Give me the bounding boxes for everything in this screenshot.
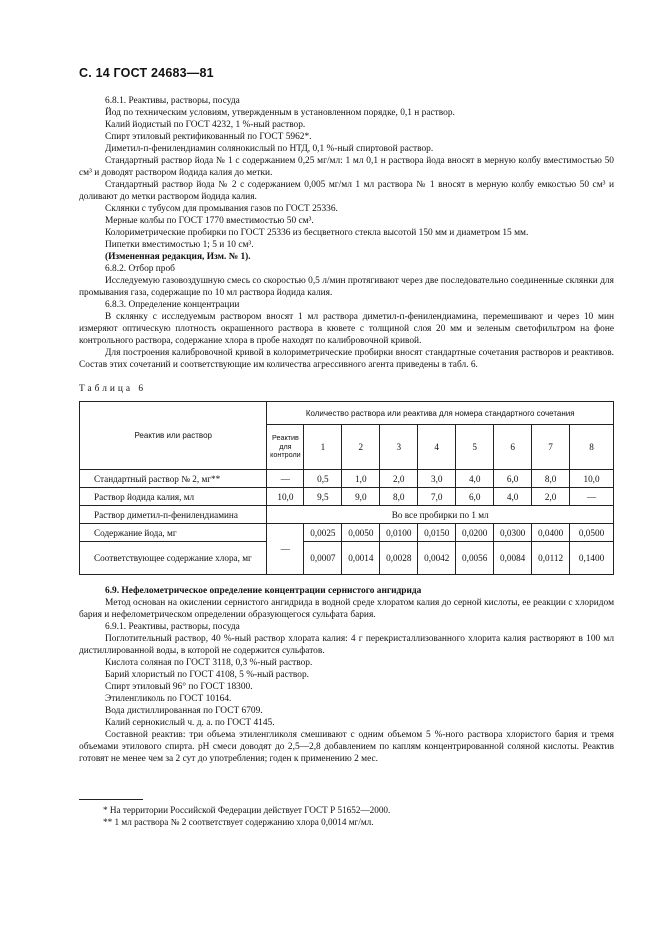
- table-row: [80, 470, 614, 488]
- footnotes: [79, 799, 614, 828]
- cell: 0,0300: [494, 524, 532, 542]
- paragraph: Калий сернокислый ч. д. а. по ГОСТ 4145.: [105, 718, 275, 728]
- cell: —: [570, 488, 614, 506]
- paragraph: Составной реактив: три объема этиленгликоля смешивают с одним объемом 5 %-ного раствора хлористого бария и тремя объемами этилового спирта. рН смеси доводят до 2,5—2,8 добавлением по каплям концентрированной соляной кислоты. Реактив готовят не менее чем за 2 сут до употребления; годен к применению 2 мес.: [79, 730, 614, 764]
- cell: 9,0: [342, 488, 380, 506]
- paragraph: Пипетки вместимостью 1; 5 и 10 см³.: [105, 240, 254, 250]
- paragraph: 6.8.1. Реактивы, растворы, посуда: [105, 96, 240, 106]
- section-heading: 6.9. Нефелометрическое определение концентрации сернистого ангидрида: [105, 586, 422, 596]
- paragraph: Для построения калибровочной кривой в колориметрические пробирки вносят стандартные сочетания растворов и реактивов. Состав этих сочетаний и соответствующие им количества агрессивного агента приведены в табл. 6.: [79, 348, 614, 370]
- row-label: Соответствующее содержание хлора, мг: [80, 542, 267, 575]
- cell: 4,0: [456, 470, 494, 488]
- paragraph: Вода дистиллированная по ГОСТ 6709.: [105, 706, 263, 716]
- paragraph: Склянки с тубусом для промывания газов по ГОСТ 25336.: [105, 204, 338, 214]
- paragraph: Поглотительный раствор, 40 %-ный раствор хлората калия: 4 г перекристаллизованного хлорита калия растворяют в 100 мл дистиллированной воды, в которой не содержится сульфатов.: [79, 634, 614, 656]
- cell: 0,0028: [380, 542, 418, 575]
- footnote: ** 1 мл раствора № 2 соответствует содержанию хлора 0,0014 мг/мл.: [103, 817, 374, 827]
- cell: 1,0: [342, 470, 380, 488]
- table-caption: Таблица 6: [79, 384, 147, 394]
- calibration-table: [79, 401, 614, 575]
- cell: 0,0400: [532, 524, 570, 542]
- paragraph: Диметил-п-фенилендиамин солянокислый по НТД, 0,1 %-ный спиртовой раствор.: [105, 144, 434, 154]
- cell: 4,0: [494, 488, 532, 506]
- row-label: Стандартный раствор № 2, мг**: [80, 470, 267, 488]
- paragraph: Исследуемую газовоздушную смесь со скоростью 0,5 л/мин протягивают через две последовательно соединенные склянки для промывания газа, содержащие по 10 мл раствора йодида калия.: [79, 276, 614, 298]
- cell: 0,0100: [380, 524, 418, 542]
- cell: 0,0042: [418, 542, 456, 575]
- header-number: 2: [342, 425, 380, 470]
- revision-note: (Измененная редакция, Изм. № 1).: [105, 252, 251, 262]
- header-control: Реактив для контроли: [267, 425, 304, 470]
- cell: 6,0: [494, 470, 532, 488]
- cell: 2,0: [380, 470, 418, 488]
- cell: 9,5: [304, 488, 342, 506]
- cell: 7,0: [418, 488, 456, 506]
- cell: 8,0: [380, 488, 418, 506]
- cell: 6,0: [456, 488, 494, 506]
- paragraph: Стандартный раствор йода № 1 с содержанием 0,25 мг/мл: 1 мл 0,1 н раствора йода вносят в мерную колбу вместимостью 50 см³ и доводят раствором йодида калия до метки.: [79, 156, 614, 178]
- table-row: [80, 506, 614, 524]
- paragraph: Спирт этиловый ректификованный по ГОСТ 5962*.: [105, 132, 312, 142]
- footnote-divider: [79, 799, 143, 800]
- paragraph: В склянку с исследуемым раствором вносят 1 мл раствора диметил-п-фенилендиамина, перемешивают и через 10 мин измеряют оптическую плотность окрашенного раствора в кювете с толщиной слоя 20 мм и зеленым светофильтром на фоне контрольного раствора, содержание хлора в пробе находят по калибровочной кривой.: [79, 312, 614, 346]
- cell: 0,0200: [456, 524, 494, 542]
- cell: 2,0: [532, 488, 570, 506]
- paragraph: Кислота соляная по ГОСТ 3118, 0,3 %-ный раствор.: [105, 658, 313, 668]
- cell: 3,0: [418, 470, 456, 488]
- header-number: 5: [456, 425, 494, 470]
- cell: 0,0084: [494, 542, 532, 575]
- table-row: [80, 542, 614, 575]
- row-label: Раствор диметил-п-фенилендиамина: [80, 506, 267, 524]
- cell: 0,0150: [418, 524, 456, 542]
- cell: 0,0056: [456, 542, 494, 575]
- document-body: [79, 95, 614, 765]
- header-number: 3: [380, 425, 418, 470]
- subsection-heading: 6.8.2. Отбор проб: [105, 264, 175, 274]
- cell-control: —: [267, 524, 304, 575]
- paragraph: Этиленгликоль по ГОСТ 10164.: [105, 694, 232, 704]
- cell: 0,0500: [570, 524, 614, 542]
- footnote: * На территории Российской Федерации действует ГОСТ Р 51652—2000.: [103, 805, 391, 815]
- paragraph: Колориметрические пробирки по ГОСТ 25336 из бесцветного стекла высотой 150 мм и диаметром 15 мм.: [105, 228, 529, 238]
- header-quantity: Количество раствора или реактива для номера стандартного сочетания: [267, 402, 614, 425]
- paragraph: Спирт этиловый 96° по ГОСТ 18300.: [105, 682, 253, 692]
- header-number: 6: [494, 425, 532, 470]
- subsection-heading: 6.9.1. Реактивы, растворы, посуда: [105, 622, 240, 632]
- cell: 8,0: [532, 470, 570, 488]
- cell: 0,1400: [570, 542, 614, 575]
- cell: 0,0007: [304, 542, 342, 575]
- cell: —: [267, 470, 304, 488]
- paragraph: Стандартный раствор йода № 2 с содержанием 0,005 мг/мл 1 мл раствора № 1 вносят в мерную колбу емкостью 50 см³ и доливают до метки раствором йодида калия.: [79, 180, 614, 202]
- row-label: Раствор йодида калия, мл: [80, 488, 267, 506]
- cell: 0,0014: [342, 542, 380, 575]
- header-number: 1: [304, 425, 342, 470]
- header-number: 7: [532, 425, 570, 470]
- cell: 0,5: [304, 470, 342, 488]
- paragraph: Йод по техническим условиям, утвержденным в установленном порядке, 0,1 н раствор.: [105, 108, 455, 118]
- cell-merged: Во все пробирки по 1 мл: [267, 506, 614, 524]
- row-label: Содержание йода, мг: [80, 524, 267, 542]
- header-number: 8: [570, 425, 614, 470]
- paragraph: Метод основан на окислении сернистого ангидрида в водной среде хлоратом калия до серной кислоты, ее реакции с хлоридом бария и нефелометрическом определении образующегося сульфата бария.: [79, 598, 614, 620]
- subsection-heading: 6.8.3. Определение концентрации: [105, 300, 240, 310]
- header-reagent: Реактив или раствор: [80, 402, 267, 470]
- cell: 10,0: [570, 470, 614, 488]
- table-row: [80, 488, 614, 506]
- page-header: С. 14 ГОСТ 24683—81: [79, 66, 214, 80]
- table-row: [80, 524, 614, 542]
- cell: 10,0: [267, 488, 304, 506]
- cell: 0,0112: [532, 542, 570, 575]
- header-number: 4: [418, 425, 456, 470]
- paragraph: Барий хлористый по ГОСТ 4108, 5 %-ный раствор.: [105, 670, 309, 680]
- paragraph: Калий йодистый по ГОСТ 4232, 1 %-ный раствор.: [105, 120, 306, 130]
- cell: 0,0050: [342, 524, 380, 542]
- cell: 0,0025: [304, 524, 342, 542]
- paragraph: Мерные колбы по ГОСТ 1770 вместимостью 50 см³.: [105, 216, 314, 226]
